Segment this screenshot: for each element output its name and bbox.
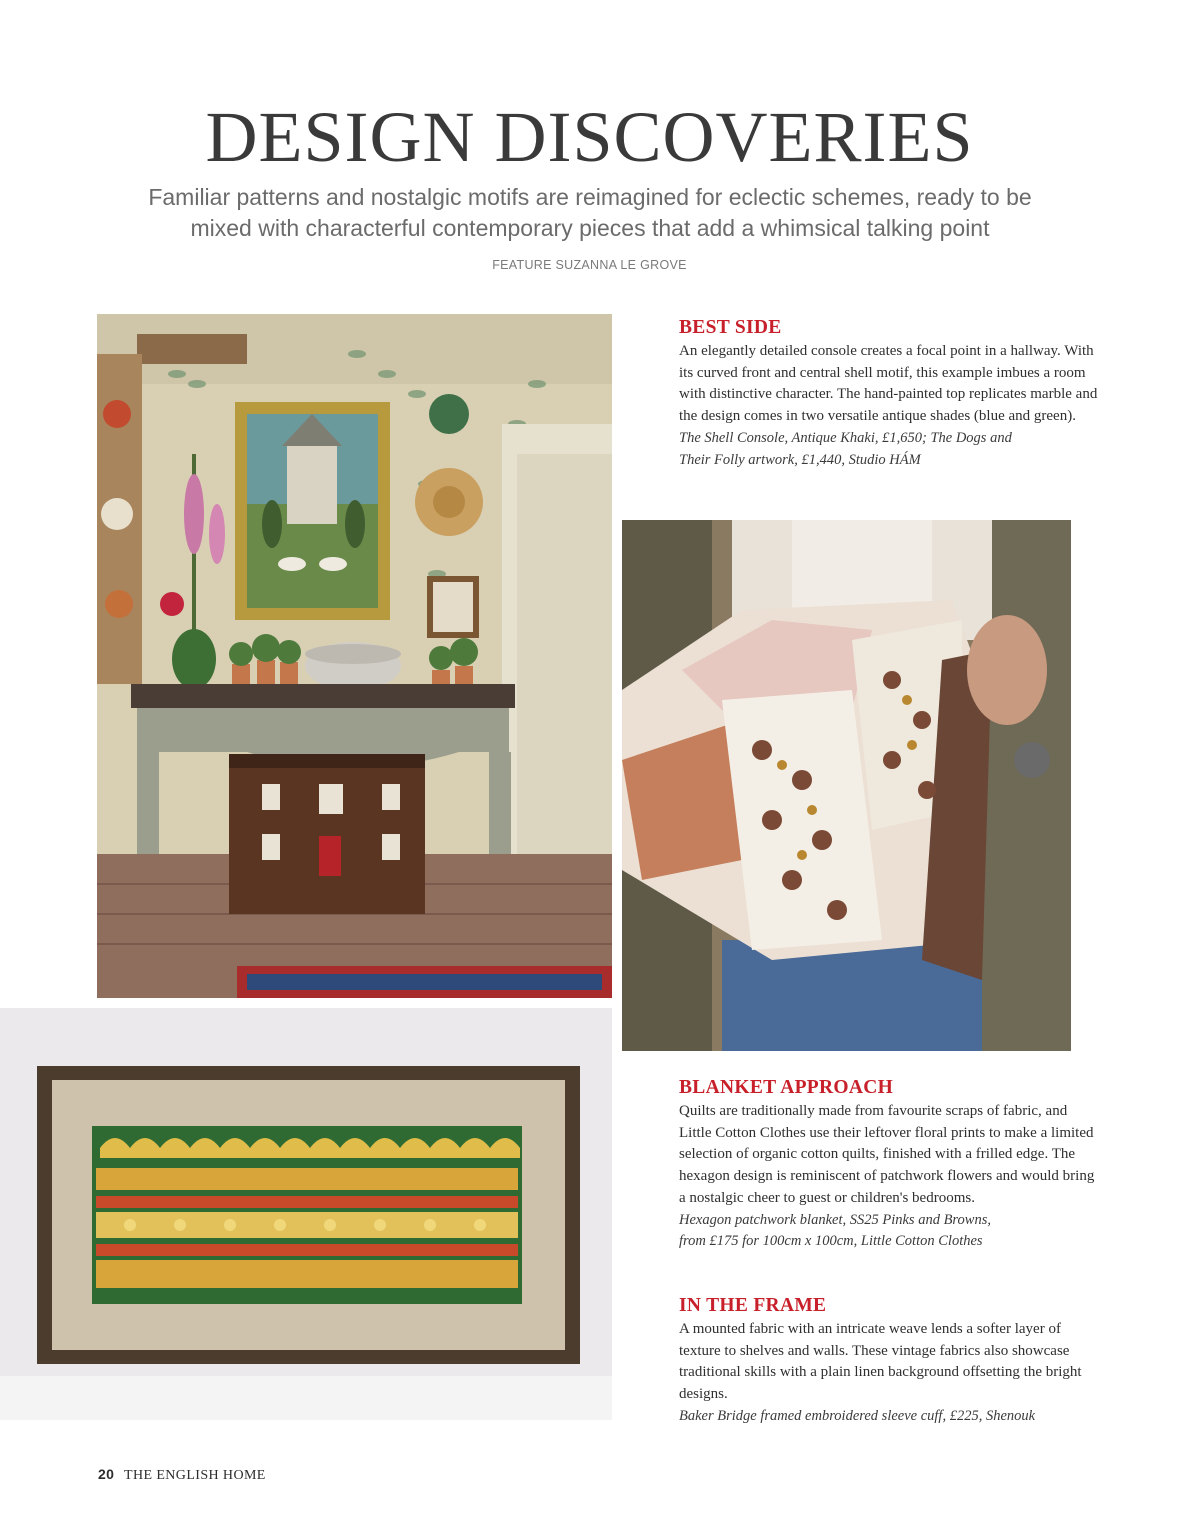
feature-caption (679, 428, 1099, 471)
framed-embroidery-photo (0, 1008, 612, 1420)
standfirst-line: mixed with characterful contemporary pieces that add a whimsical talking point (190, 215, 990, 241)
feature-credit: FEATURE SUZANNA LE GROVE (492, 258, 687, 272)
caption-line: The Shell Console, Antique Khaki, £1,650; The Dogs and (679, 429, 1012, 446)
caption-line: Baker Bridge framed embroidered sleeve cuff, £225, Shenouk (679, 1407, 1036, 1424)
feature-caption (679, 1406, 1099, 1428)
feature-body: An elegantly detailed console creates a focal point in a hallway. With its curved front and central shell motif, this example imbues a room with distinctive character. The hand-painted top replicates marble and the design comes in two versatile antique shades (blue and green). (679, 343, 1098, 425)
page-footer (98, 1466, 266, 1484)
patchwork-quilt-photo (622, 520, 1071, 1051)
feature-heading: IN THE FRAME (679, 1295, 827, 1316)
feature-best-side (679, 317, 1099, 471)
feature-caption (679, 1210, 1099, 1253)
standfirst-line: Familiar patterns and nostalgic motifs are reimagined for eclectic schemes, ready to be (148, 184, 1032, 210)
page-number: 20 (98, 1466, 115, 1482)
feature-body: Quilts are traditionally made from favourite scraps of fabric, and Little Cotton Clothes use their leftover floral prints to make a limited selection of organic cotton quilts, finished with a frilled edge. The hexagon design is reminiscent of patchwork flowers and would bring a nostalgic cheer to guest or children's bedrooms. (679, 1103, 1095, 1206)
feature-heading: BLANKET APPROACH (679, 1077, 894, 1098)
caption-line: Hexagon patchwork blanket, SS25 Pinks and Browns, (679, 1211, 991, 1228)
feature-heading: BEST SIDE (679, 317, 782, 338)
feature-body: A mounted fabric with an intricate weave lends a softer layer of texture to shelves and walls. These vintage fabrics also showcase traditional skills with a plain linen background offsetting the bright designs. (679, 1321, 1082, 1403)
page-title: DESIGN DISCOVERIES (205, 97, 974, 177)
feature-blanket-approach (679, 1077, 1099, 1253)
console-hallway-photo (97, 314, 612, 998)
standfirst (80, 182, 1100, 244)
caption-line: Their Folly artwork, £1,440, Studio HÁM (679, 451, 921, 468)
feature-in-the-frame (679, 1295, 1099, 1428)
caption-line: from £175 for 100cm x 100cm, Little Cotton Clothes (679, 1233, 983, 1250)
magazine-name: THE ENGLISH HOME (124, 1468, 266, 1483)
